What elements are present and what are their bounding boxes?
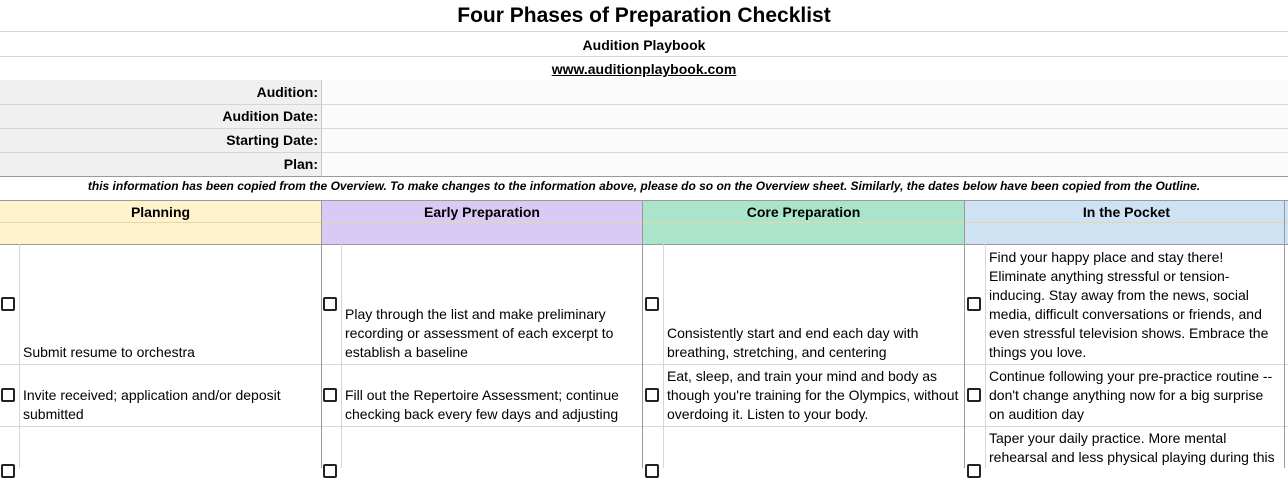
info-label: Plan: [283,156,318,172]
task-checkbox[interactable] [323,464,337,478]
info-row-starting-date [0,128,1288,152]
page-title: Four Phases of Preparation Checklist [457,4,831,27]
task-checkbox[interactable] [967,297,981,311]
starting-date-field[interactable] [322,128,1288,152]
task-text: Submit resume to orchestra [23,344,195,360]
task-checkbox[interactable] [645,464,659,478]
task-text: Play through the list and make preliminary recording or assessment of each excerpt to establish a baseline [345,306,614,360]
phase-header-in-the-pocket: In the Pocket [965,201,1288,223]
plan-field[interactable] [322,152,1288,176]
phase-header-early-preparation: Early Preparation [322,201,642,223]
task-text: Eat, sleep, and train your mind and body as though you're training for the Olympics, without overdoing it. Listen to your body. [667,368,959,422]
task-checkbox[interactable] [967,388,981,402]
info-note: this information has been copied from the Overview. To make changes to the information above, please do so on the Overview sheet. Similarly, the dates below have been copied from the Outline. [87,179,1201,193]
audition-field[interactable] [322,80,1288,104]
phase-date-in-the-pocket [965,223,1288,244]
task-checkbox[interactable] [1,464,15,478]
phase-date-early-preparation [322,223,642,244]
phase-date-planning [0,223,321,244]
task-text: Taper your daily practice. More mental rehearsal and less physical playing during this [989,430,1275,465]
task-checkbox[interactable] [1,297,15,311]
task-checkbox[interactable] [1,388,15,402]
info-label: Audition: [256,84,318,100]
task-text: Consistently start and end each day with breathing, stretching, and centering [667,325,919,360]
phase-header-planning: Planning [0,201,321,223]
task-text: Continue following your pre-practice routine -- don't change anything now for a big surprise on audition day [989,368,1273,422]
phase-date-core-preparation [643,223,964,244]
info-row-plan [0,152,1288,176]
task-checkbox[interactable] [323,388,337,402]
info-row-audition [0,80,1288,104]
subtitle: Audition Playbook [582,37,706,53]
task-checkbox[interactable] [645,297,659,311]
task-text: Find your happy place and stay there! Eliminate anything stressful or tension-inducing. Stay away from the news, social media, difficult conversations or friends, and even stressful television shows. Embrace the things you love. [989,249,1269,360]
info-row-audition-date [0,104,1288,128]
task-text: Fill out the Repertoire Assessment; continue checking back every few days and adjusting [345,387,619,422]
task-checkbox[interactable] [967,464,981,478]
website-link[interactable]: www.auditionplaybook.com [551,61,737,77]
info-label: Audition Date: [222,108,318,124]
info-label: Starting Date: [226,132,318,148]
task-text: Invite received; application and/or deposit submitted [23,387,281,422]
phase-header-core-preparation: Core Preparation [643,201,964,223]
task-checkbox[interactable] [645,388,659,402]
audition-date-field[interactable] [322,104,1288,128]
task-checkbox[interactable] [323,297,337,311]
